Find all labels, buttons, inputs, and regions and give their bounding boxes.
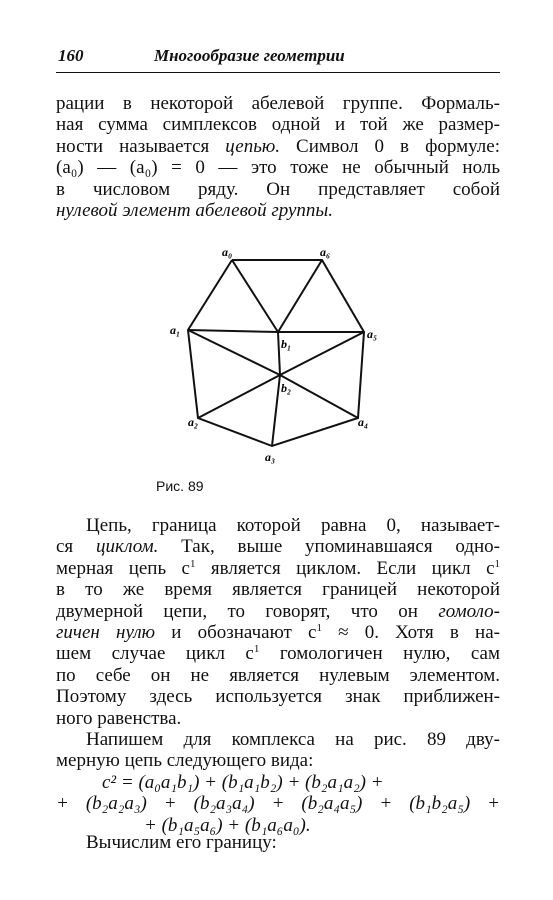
vertex-label-a4: a₄ xyxy=(358,415,369,429)
text-line: мерную цепь следующего вида: xyxy=(56,750,314,772)
vertex-label-a0: a₀ xyxy=(222,245,233,259)
figure-edges xyxy=(188,260,364,446)
vertex-label-a2: a₂ xyxy=(188,415,199,429)
text-line: по себе он не является нулевым элементом. xyxy=(56,664,500,686)
vertex-label-b2: b₂ xyxy=(281,381,292,395)
text-line: Напишем для комплекса на рис. 89 дву- xyxy=(86,729,500,750)
running-header xyxy=(58,46,498,68)
figure-caption: Рис. 89 xyxy=(156,478,204,494)
vertex-label-a1: a₁ xyxy=(170,323,181,337)
text-line: Цепь, граница которой равна 0, называет- xyxy=(86,515,500,536)
vertex-label-a5: a₅ xyxy=(367,327,378,341)
text-line: мерная цепь $c^1$ является циклом. Если цикл $c^1$ xyxy=(56,557,501,579)
vertex-label-a6: a₆ xyxy=(320,245,331,259)
paragraph-3 xyxy=(56,729,500,772)
text-line: ности называется цепью. Символ 0 в формуле: xyxy=(56,135,500,157)
text-line: шем случае цикл $c^1$ гомологичен нулю, сам xyxy=(56,643,500,665)
header-rule xyxy=(56,72,500,73)
vertex-label-b1: b₁ xyxy=(281,337,292,351)
text-line: гичен нулю и обозначают $c^1 \approx 0$. Хотя в на- xyxy=(56,622,500,644)
paragraph-1 xyxy=(56,93,500,221)
text-line: двумерной цепи, то говорят, что он гомоло- xyxy=(56,600,500,622)
page-number: 160 xyxy=(58,46,84,65)
paragraph-2 xyxy=(56,515,500,729)
text-line: ся циклом. Так, выше упоминавшаяся одно- xyxy=(56,536,500,558)
paragraph-4 xyxy=(56,832,500,853)
formula-line: + (b₁a₅a₆) + (b₁a₆a₀). xyxy=(144,814,311,836)
vertex-label-a3: a₃ xyxy=(265,450,276,464)
text-line: (a₀) — (a₀) = 0 — это тоже не обычный ноль xyxy=(56,157,500,179)
text-line: в то же время является границей некоторой xyxy=(56,579,500,601)
simplicial-complex-figure xyxy=(150,230,410,470)
text-line: Вычислим его границу: xyxy=(86,832,277,853)
text-line: ная сумма симплексов одной и той же размер- xyxy=(56,114,500,136)
text-line: в числовом ряду. Он представляет собой xyxy=(56,178,500,200)
text-line: ного равенства. xyxy=(56,707,182,729)
formula-line: c² = (a₀a₁b₁) + (b₁a₁b₂) + (b₂a₁a₂) + xyxy=(102,772,384,793)
running-title: Многообразие геометрии xyxy=(154,46,345,65)
text-line: Поэтому здесь используется знак приближен- xyxy=(56,686,500,708)
text-line: нулевой элемент абелевой группы. xyxy=(56,200,334,222)
formula-line: + (b₂a₂a₃) + (b₂a₃a₄) + (b₂a₄a₅) + (b₁b₂a₅) + xyxy=(56,793,500,815)
chain-formula xyxy=(56,772,500,836)
text-line: рации в некоторой абелевой группе. Формаль- xyxy=(56,93,500,114)
